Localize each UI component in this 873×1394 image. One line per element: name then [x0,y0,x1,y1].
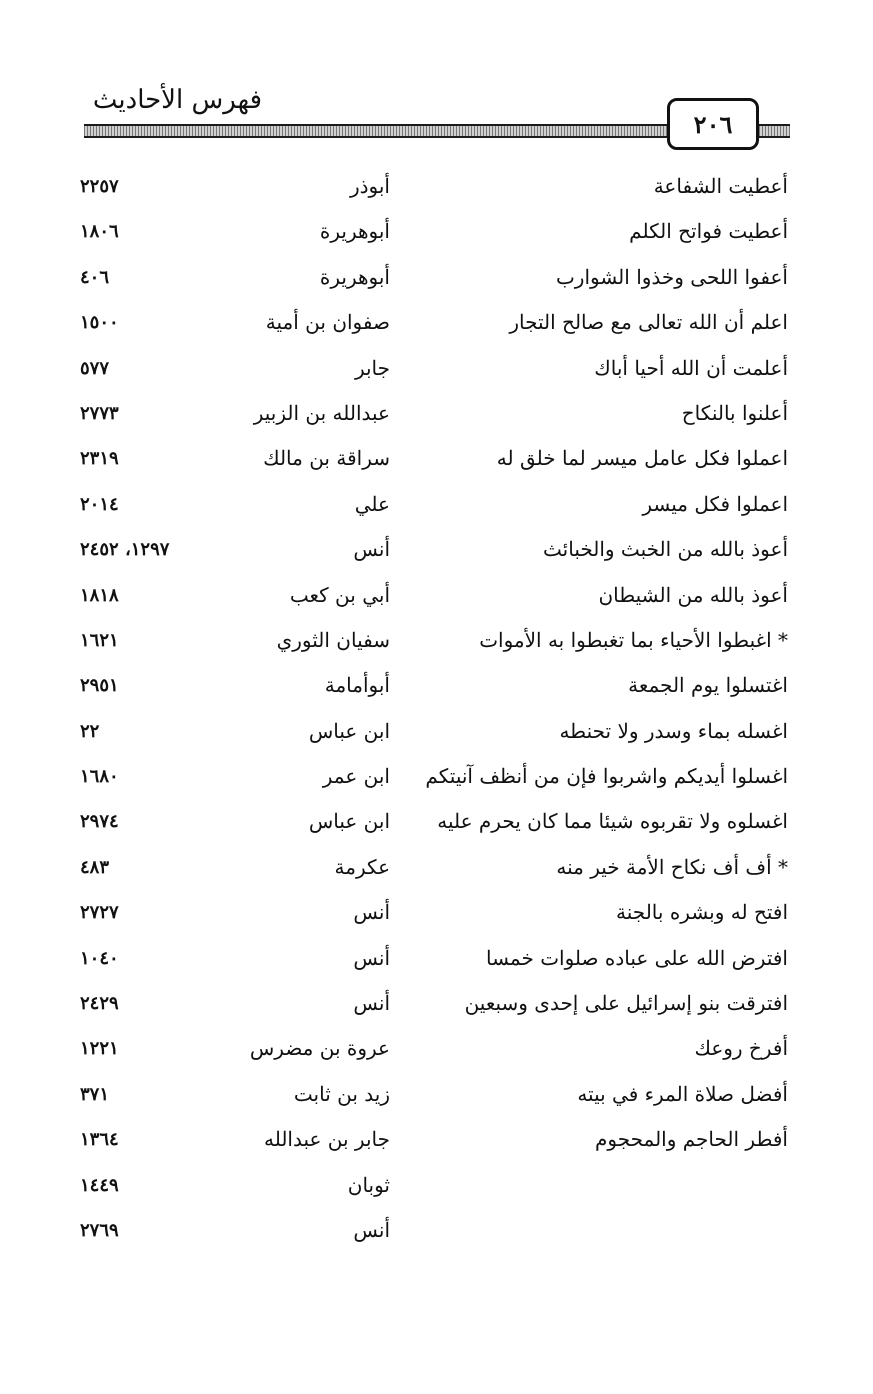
index-row [0,709,873,754]
index-row [0,981,873,1026]
narrator: عبدالله بن الزبير [253,400,390,425]
hadith-text: أعوذ بالله من الشيطان [598,582,788,607]
narrator: أنس [353,537,390,562]
hadith-text: اغسلوا أيديكم واشربوا فإن من أنظف آنيتكم [425,764,788,789]
hadith-text: افترض الله على عباده صلوات خمسا [485,945,788,970]
index-row [0,1026,873,1071]
index-row [0,845,873,890]
narrator: عروة بن مضرس [249,1036,390,1061]
hadith-number: ٥٧٧ [80,357,110,379]
narrator: ابن عباس [308,718,390,743]
hadith-index-list [0,164,873,1253]
index-row [0,1072,873,1117]
hadith-number: ١٨٠٦ [80,221,119,243]
hadith-number: ١٣٦٤ [80,1129,119,1151]
narrator: ثوبان [347,1172,390,1197]
hadith-number: ١٨١٨ [80,584,119,606]
narrator: ابن عمر [322,764,390,789]
index-row [0,936,873,981]
narrator: جابر [354,355,390,380]
narrator: زيد بن ثابت [293,1081,390,1106]
hadith-number: ٢٤٢٩ [80,993,119,1015]
index-row [0,391,873,436]
narrator: ابن عباس [308,809,390,834]
index-row [0,1163,873,1208]
narrator: سفيان الثوري [276,627,390,652]
hadith-number: ٢٧٦٩ [80,1219,119,1241]
narrator: أنس [353,991,390,1016]
hadith-text: * اغبطوا الأحياء بما تغبطوا به الأموات [479,627,788,652]
index-row [0,663,873,708]
hadith-text: اغتسلوا يوم الجمعة [628,673,788,698]
page-title: فهرس الأحاديث [92,85,262,115]
hadith-number: ١٥٠٠ [80,312,119,334]
hadith-text: اعلم أن الله تعالى مع صالح التجار [509,310,788,335]
narrator: علي [354,491,390,516]
index-row [0,436,873,481]
hadith-text: اغسله بماء وسدر ولا تحنطه [559,718,788,743]
narrator: أبوذر [349,174,390,198]
narrator: عكرمة [334,854,390,879]
hadith-number: ٢٠١٤ [80,493,119,515]
page-number: ٢٠٦ [667,98,759,150]
hadith-text: أعطيت الشفاعة [653,174,788,198]
index-row [0,618,873,663]
index-row [0,482,873,527]
hadith-number: ٢٧٧٣ [80,402,119,424]
hadith-text: أفرخ روعك [694,1036,788,1061]
hadith-number: ١٤٤٩ [80,1174,119,1196]
hadith-text: أفضل صلاة المرء في بيته [577,1081,788,1106]
page-header [0,0,873,170]
hadith-text: أفطر الحاجم والمحجوم [594,1127,788,1152]
hadith-text: اعملوا فكل عامل ميسر لما خلق له [496,446,788,471]
index-row [0,164,873,209]
hadith-text [420,1163,788,1208]
hadith-text: أعلنوا بالنكاح [681,400,788,425]
index-row [0,255,873,300]
index-row [0,1208,873,1253]
index-row [0,346,873,391]
narrator: أبوهريرة [319,264,390,289]
narrator: أبوهريرة [319,219,390,244]
index-row [0,527,873,572]
hadith-text: أعفوا اللحى وخذوا الشوارب [555,264,788,289]
hadith-number: ١٢٩٧، ٢٤٥٢ [80,539,170,561]
index-row [0,799,873,844]
hadith-text: أعلمت أن الله أحيا أباك [594,355,788,380]
hadith-text: اغسلوه ولا تقربوه شيئا مما كان يحرم عليه [437,809,788,834]
hadith-text: أعوذ بالله من الخبث والخبائث [543,537,788,562]
index-row [0,300,873,345]
narrator: سراقة بن مالك [263,446,390,471]
hadith-number: ٢٢٥٧ [80,176,119,197]
hadith-number: ٣٧١ [80,1083,110,1105]
narrator: جابر بن عبدالله [263,1127,390,1152]
index-row [0,573,873,618]
hadith-text: افتح له وبشره بالجنة [616,900,788,925]
hadith-text [420,1208,788,1253]
index-row [0,890,873,935]
narrator: أنس [353,900,390,925]
narrator: صفوان بن أمية [265,310,390,335]
hadith-number: ١٢٢١ [80,1038,119,1060]
narrator: أنس [353,945,390,970]
narrator: أبوأمامة [324,673,390,698]
narrator: أنس [353,1217,390,1242]
hadith-number: ٢٩٥١ [80,675,119,697]
hadith-number: ١٦٢١ [80,629,119,651]
hadith-text: افترقت بنو إسرائيل على إحدى وسبعين [464,991,788,1016]
hadith-number: ٢٩٧٤ [80,811,119,833]
hadith-number: ٢٧٢٧ [80,902,119,924]
index-row [0,209,873,254]
index-row [0,1117,873,1162]
hadith-number: ١٠٤٠ [80,947,119,969]
hadith-number: ٤٠٦ [80,266,110,288]
hadith-text: اعملوا فكل ميسر [642,491,788,516]
hadith-number: ٢٣١٩ [80,448,119,470]
narrator: أبي بن كعب [289,582,390,607]
hadith-number: ٤٨٣ [80,856,110,878]
hadith-number: ١٦٨٠ [80,766,119,788]
hadith-number: ٢٢ [80,720,100,742]
hadith-text: أعطيت فواتح الكلم [629,219,788,244]
hadith-text: * أف أف نكاح الأمة خير منه [556,854,788,879]
index-row [0,754,873,799]
